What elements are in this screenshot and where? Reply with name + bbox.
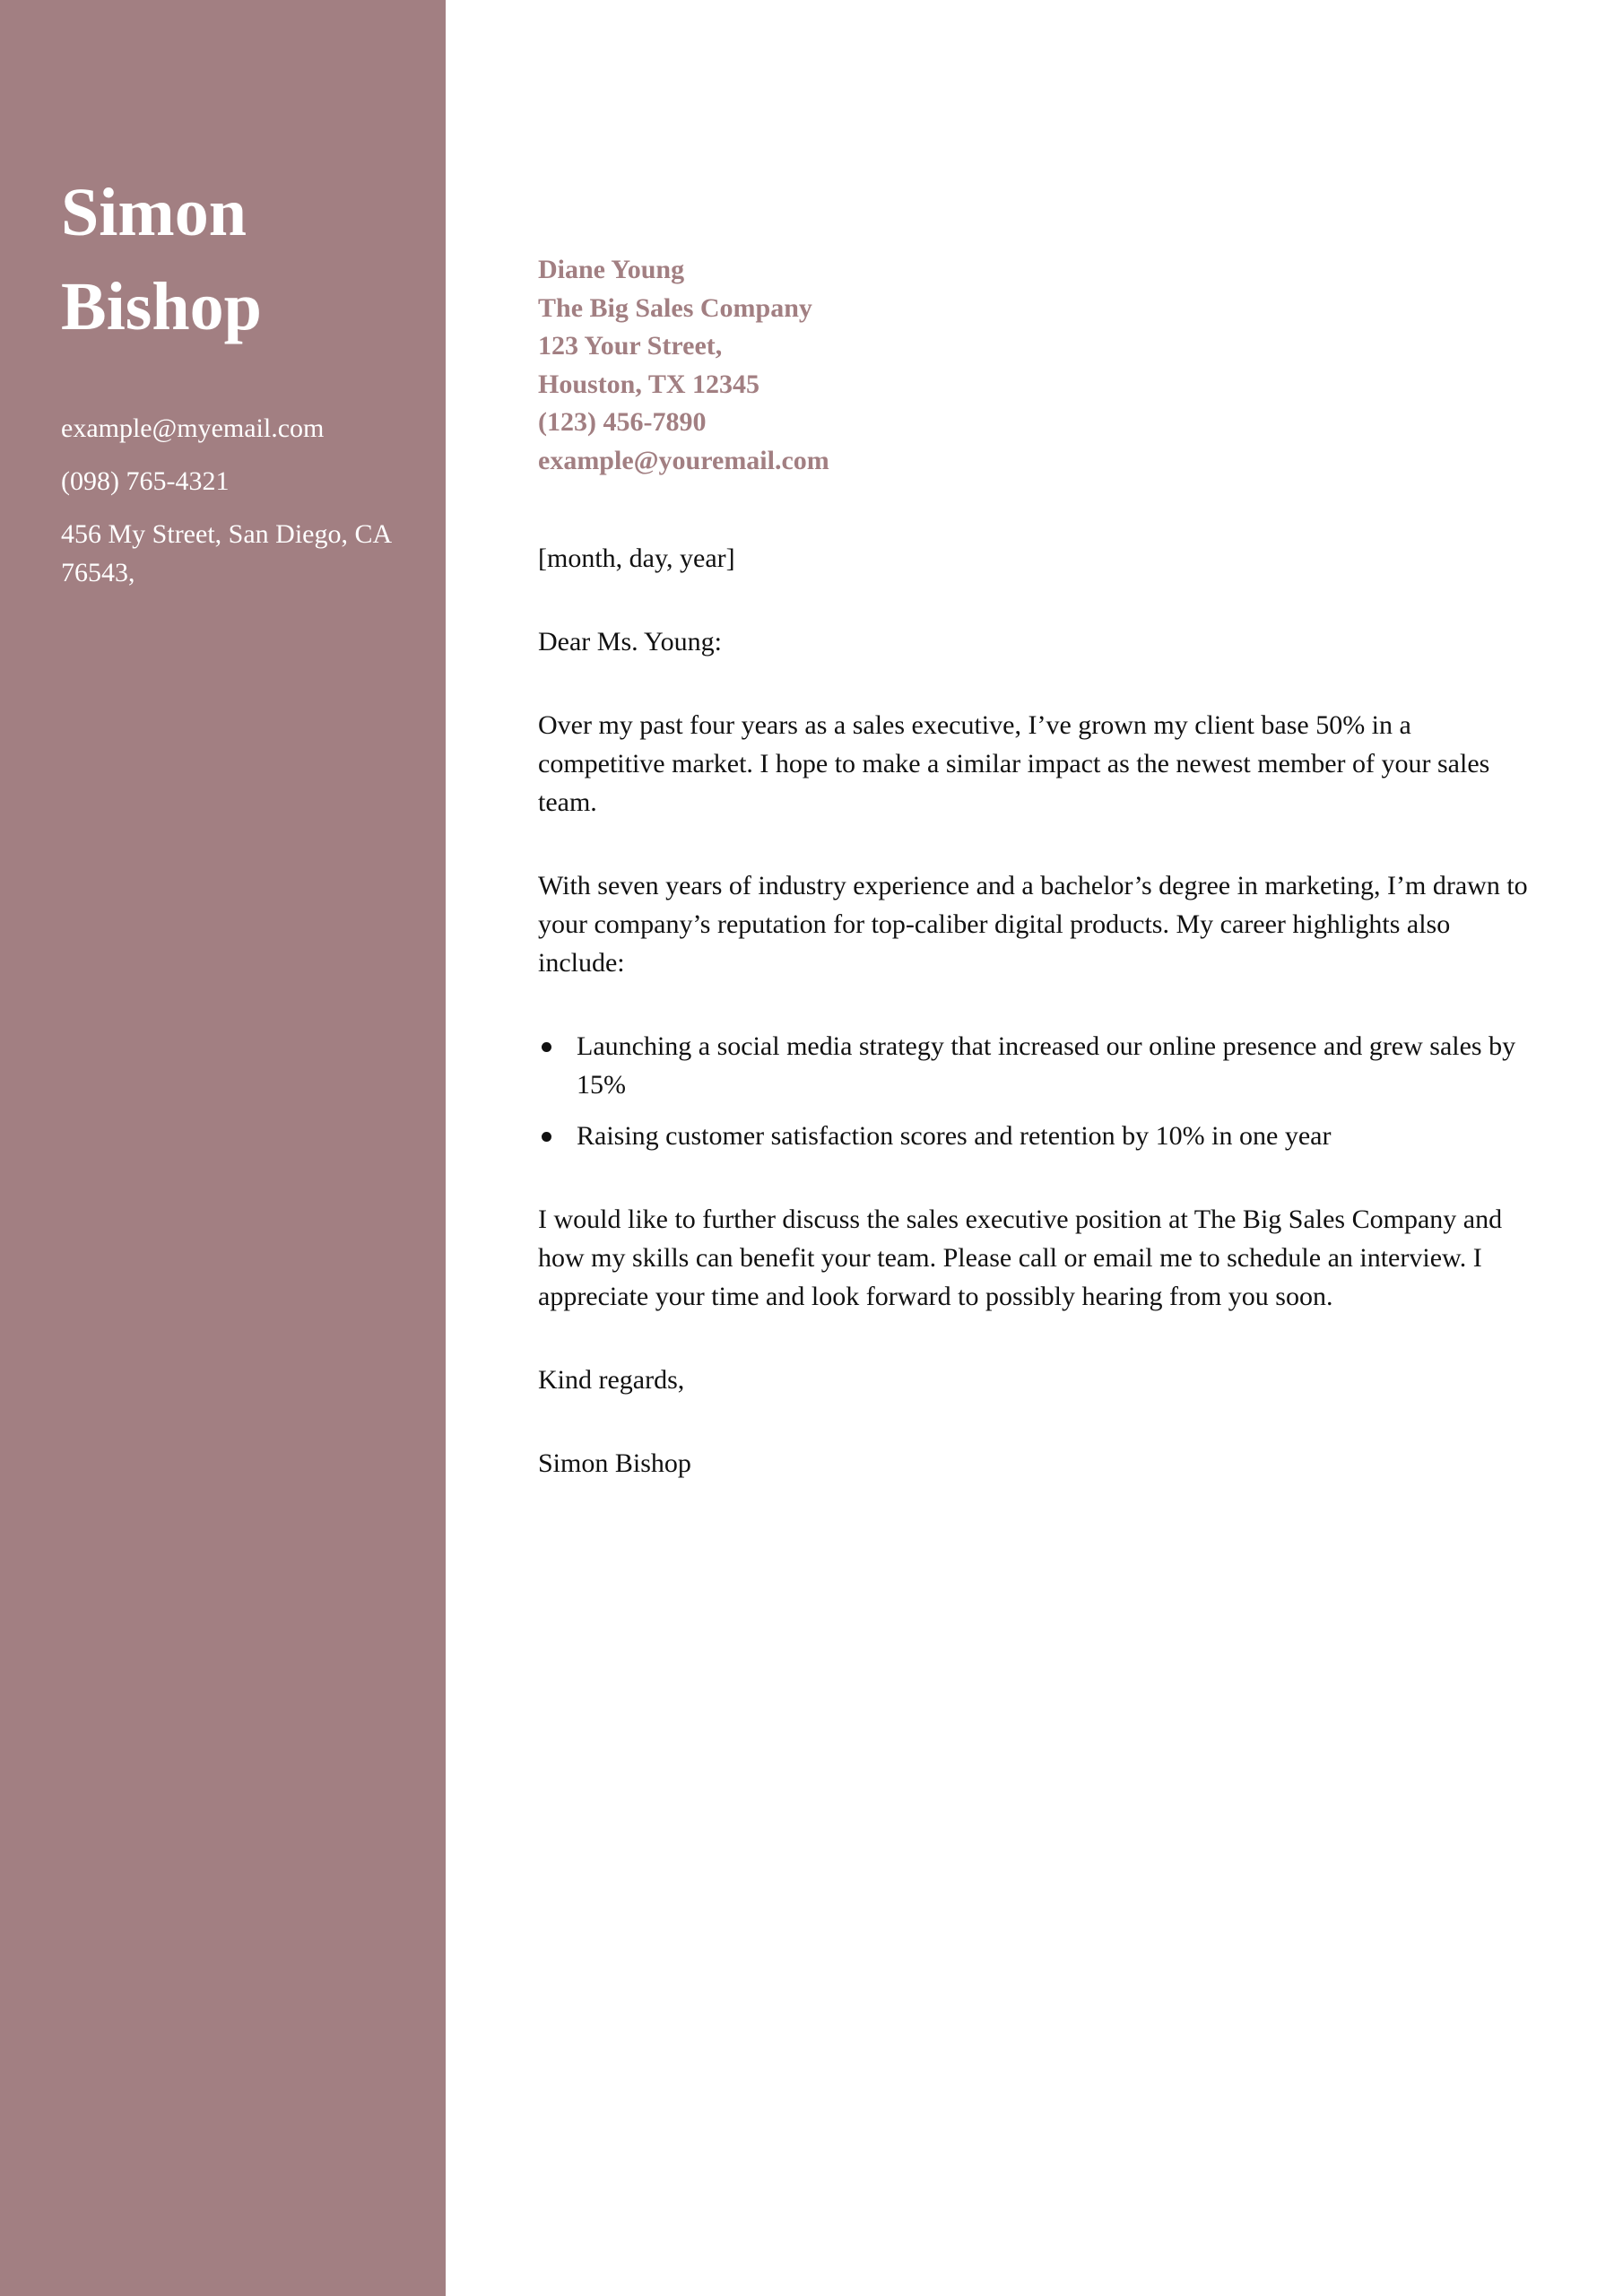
recipient-city: Houston, TX 12345 (538, 369, 760, 399)
sender-last-name: Bishop (61, 269, 262, 344)
recipient-phone: (123) 456-7890 (538, 407, 707, 437)
sender-address: 456 My Street, San Diego, CA 76543, (61, 519, 391, 587)
letter-salutation: Dear Ms. Young: (538, 627, 723, 657)
sender-phone: (098) 765-4321 (61, 466, 230, 496)
letter-date: [month, day, year] (538, 544, 735, 573)
letter-signature: Simon Bishop (538, 1448, 691, 1478)
sidebar (0, 0, 446, 2296)
letter-body (538, 251, 1533, 1527)
recipient-street: 123 Your Street, (538, 331, 723, 361)
list-item-text: Launching a social media strategy that increased our online presence and grew sales by 15% (577, 1031, 1516, 1100)
letter-paragraph-2: With seven years of industry experience and a bachelor’s degree in marketing, I’m drawn to your company’s reputation for top-caliber digital products. My career highlights also include: (538, 871, 1528, 978)
recipient-name: Diane Young (538, 255, 685, 284)
recipient-email: example@youremail.com (538, 445, 829, 475)
list-item-text: Raising customer satisfaction scores and retention by 10% in one year (577, 1121, 1332, 1151)
recipient-block (538, 251, 1533, 480)
letter-closing: Kind regards, (538, 1365, 685, 1395)
list-item (538, 1027, 1533, 1104)
letter-paragraph-3: I would like to further discuss the sales executive position at The Big Sales Company and how my skills can benefit your team. Please call or email me to schedule an interview. I appreciate your time and look forward to possibly hearing from you soon. (538, 1205, 1503, 1311)
bullet-dot-icon (542, 1042, 551, 1052)
sender-first-name: Simon (61, 175, 247, 250)
bullet-dot-icon (542, 1132, 551, 1142)
sender-email: example@myemail.com (61, 413, 325, 443)
highlights-list (538, 1027, 1533, 1155)
recipient-company: The Big Sales Company (538, 292, 812, 323)
letter-paragraph-1: Over my past four years as a sales executive, I’ve grown my client base 50% in a competitive market. I hope to make a similar impact as the newest member of your sales team. (538, 710, 1490, 817)
sender-contact (61, 409, 420, 606)
sender-name (61, 166, 438, 354)
list-item (538, 1117, 1533, 1155)
